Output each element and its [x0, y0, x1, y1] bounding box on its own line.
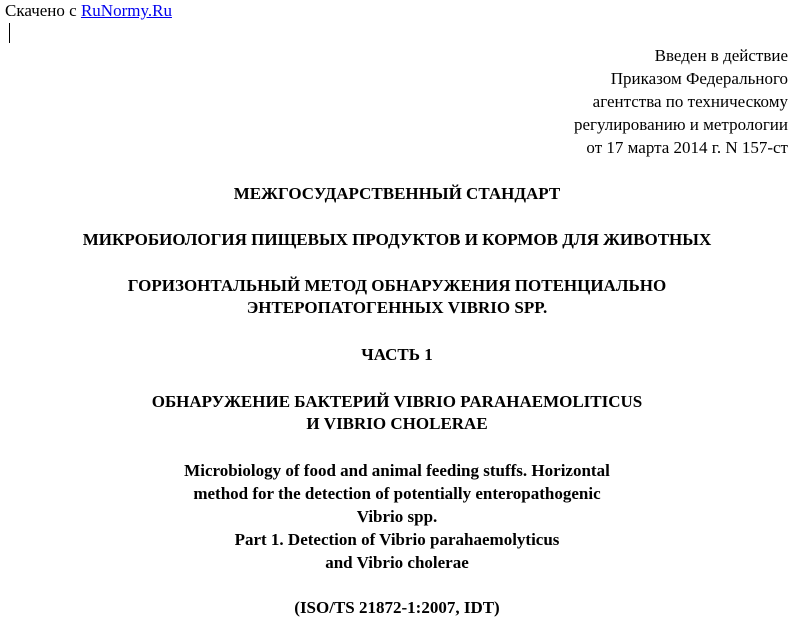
method-title-line: ГОРИЗОНТАЛЬНЫЙ МЕТОД ОБНАРУЖЕНИЯ ПОТЕНЦИАЛЬНО: [127, 276, 667, 295]
english-title-line: Microbiology of food and animal feeding stuffs. Horizontal: [184, 461, 610, 480]
part-title-line: И VIBRIO CHOLERAE: [306, 414, 488, 433]
decree-line: Приказом Федерального: [610, 69, 788, 88]
decree-line: от 17 марта 2014 г. N 157-ст: [586, 138, 788, 157]
source-line: [5, 0, 172, 22]
decree-block: [574, 44, 788, 159]
iso-reference-text: (ISO/TS 21872-1:2007, IDT): [294, 598, 500, 617]
english-title-line: Vibrio spp.: [356, 507, 438, 526]
part-number-text: ЧАСТЬ 1: [361, 345, 433, 364]
iso-reference: [0, 597, 790, 619]
text-cursor: [9, 23, 10, 43]
method-title-line: ЭНТЕРОПАТОГЕННЫХ VIBRIO SPP.: [246, 298, 548, 317]
english-title-line: and Vibrio cholerae: [325, 553, 469, 572]
decree-line: Введен в действие: [654, 46, 788, 65]
part-title: [0, 391, 790, 435]
english-title-line: Part 1. Detection of Vibrio parahaemolyticus: [234, 530, 560, 549]
standard-type: [0, 183, 790, 205]
source-prefix: Скачено с: [5, 1, 77, 20]
part-title-line: ОБНАРУЖЕНИЕ БАКТЕРИЙ VIBRIO PARAHAEMOLITICUS: [151, 392, 643, 411]
method-title: [0, 275, 790, 319]
standard-title: [0, 229, 790, 251]
english-title: [0, 459, 790, 574]
decree-line: регулированию и метрологии: [573, 115, 788, 134]
part-number: [0, 344, 790, 366]
decree-line: агентства по техническому: [592, 92, 788, 111]
standard-type-text: МЕЖГОСУДАРСТВЕННЫЙ СТАНДАРТ: [233, 184, 561, 203]
source-link[interactable]: RuNormy.Ru: [80, 1, 172, 20]
english-title-line: method for the detection of potentially enteropathogenic: [193, 484, 601, 503]
standard-title-text: МИКРОБИОЛОГИЯ ПИЩЕВЫХ ПРОДУКТОВ И КОРМОВ ДЛЯ ЖИВОТНЫХ: [82, 230, 712, 249]
